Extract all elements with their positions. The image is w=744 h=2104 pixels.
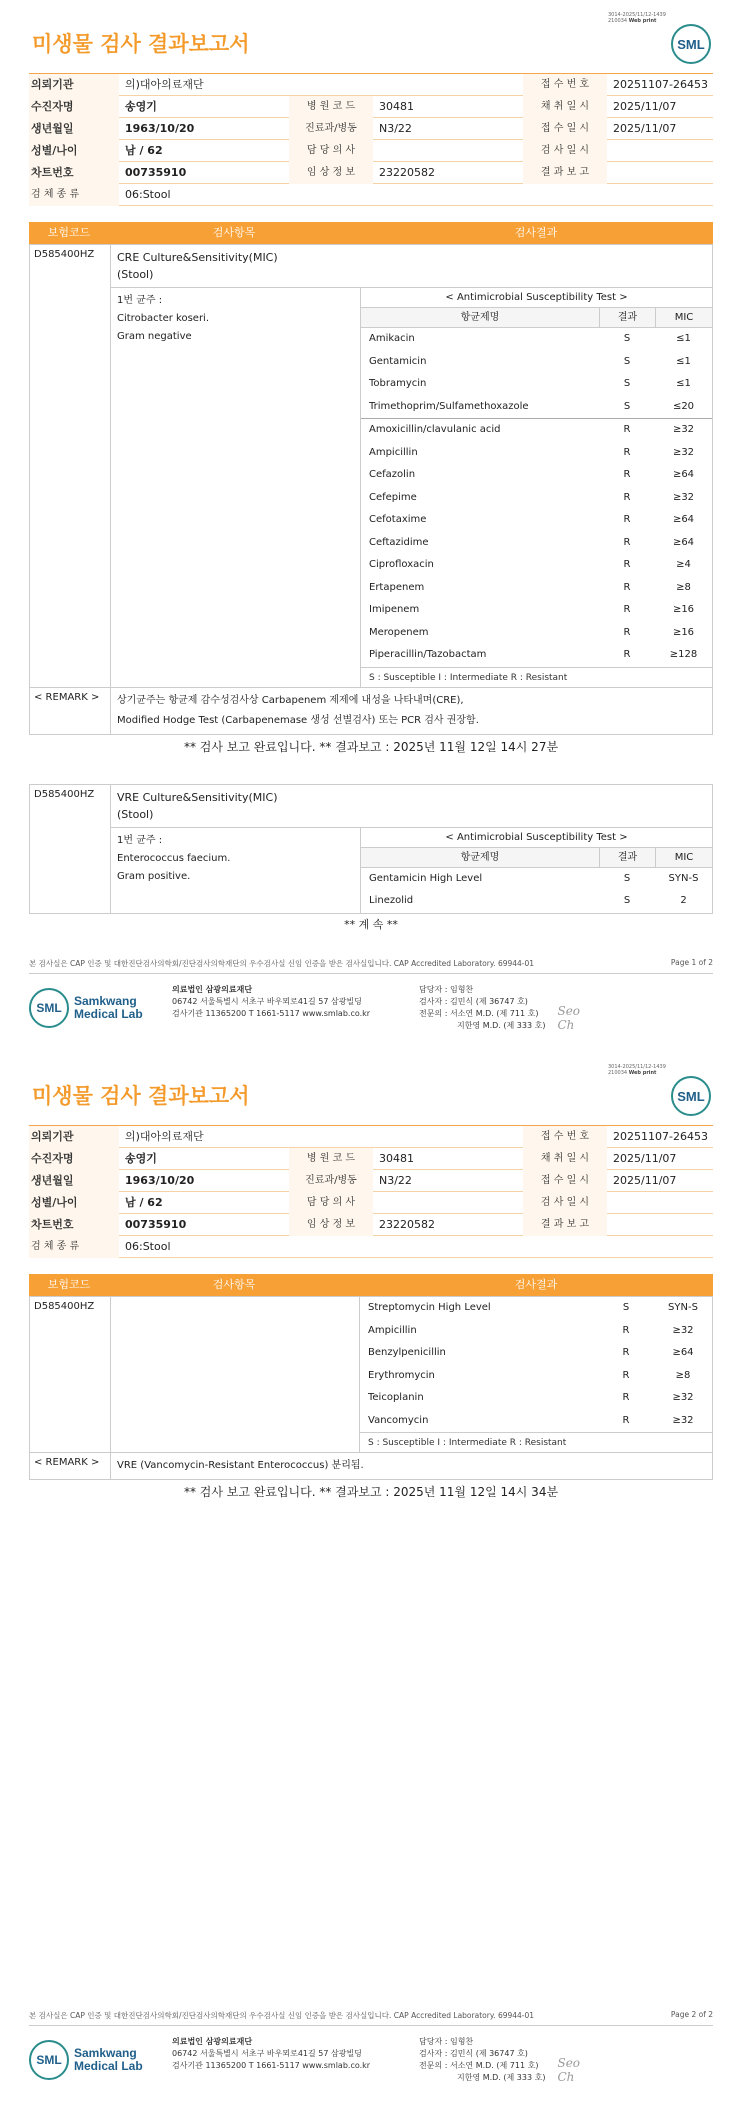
ast-drug-name: Cefotaxime	[369, 514, 427, 525]
ast-drug-name: Piperacillin/Tazobactam	[369, 649, 487, 660]
stamp-line: 210034	[608, 1070, 628, 1076]
sml-logo-mark: SML	[29, 988, 69, 1028]
header-code: 보험코드	[47, 1278, 91, 1291]
ast-row	[361, 328, 712, 351]
ast-col-drug: 항균제명	[460, 851, 500, 863]
label-dob: 생년월일	[29, 118, 119, 140]
ast-drug-name: Ampicillin	[368, 1324, 417, 1336]
header-result: 검사결과	[514, 1278, 558, 1291]
sml-logo: SML	[671, 1076, 711, 1116]
ast-title: < Antimicrobial Susceptibility Test >	[361, 828, 712, 848]
ast-mic-value: ≥32	[672, 424, 695, 435]
value-sex-age: 남 / 62	[125, 143, 163, 157]
page-number: Page 2 of 2	[670, 2010, 713, 2019]
ast-row	[360, 1297, 712, 1320]
logo-text: Medical Lab	[74, 1007, 143, 1021]
ast-drug-name: Tobramycin	[369, 378, 427, 389]
continued-note: ** 계 속 **	[344, 917, 398, 931]
accreditation-note: 본 검사실은 CAP 인증 및 대한진단검사의학회/진단검사의학재단의 우수검사실 신임 인증을 받은 검사실입니다. CAP Accredited Laboratory. 69944-01	[29, 2011, 535, 2020]
ast-drug-name: Imipenem	[369, 604, 420, 615]
ast-row	[361, 351, 712, 374]
ast-interpretation: R	[623, 446, 631, 458]
label-sex-age: 성별/나이	[29, 1192, 119, 1214]
sml-logo-mark: SML	[29, 2040, 69, 2080]
organism-line: 1번 균주 :	[117, 295, 163, 306]
results-section	[29, 1274, 713, 1501]
ast-row	[360, 1365, 712, 1388]
ast-drug-name: Streptomycin High Level	[368, 1302, 491, 1313]
remark-label: < REMARK >	[34, 691, 100, 703]
staff-list	[419, 2036, 545, 2084]
ast-row	[360, 1320, 712, 1343]
organism-info	[111, 828, 361, 913]
label-test-date: 검 사 일 시	[523, 1192, 607, 1214]
label-name: 수진자명	[29, 1148, 119, 1170]
insurance-code: D585400HZ	[34, 249, 95, 260]
print-stamp	[608, 12, 666, 24]
lab-address	[172, 2036, 419, 2084]
test-block-vre	[29, 784, 713, 914]
ast-row	[361, 373, 712, 396]
ast-drug-name: Vancomycin	[368, 1414, 429, 1426]
value-chart: 00735910	[125, 165, 187, 179]
ast-mic-value: ≥128	[669, 649, 698, 660]
value-dept: N3/22	[379, 121, 412, 135]
label-doctor: 담 당 의 사	[289, 140, 373, 162]
sml-footer-logo	[29, 2036, 172, 2084]
value-name: 송영기	[125, 99, 157, 113]
ast-row	[361, 532, 712, 555]
ast-interpretation: S	[623, 333, 631, 344]
ast-col-interp: 결과	[599, 848, 655, 867]
address-line: 검사기관 11365200 T 1661-5117 www.smlab.co.kr	[172, 2061, 371, 2070]
ast-mic-value: SYN-S	[668, 872, 699, 884]
page-footer	[29, 2010, 713, 2084]
ast-row	[361, 554, 712, 577]
organism-line: 1번 균주 :	[117, 834, 163, 846]
remark-text: VRE (Vancomycin-Resistant Enterococcus) 분리됨.	[110, 1453, 712, 1479]
value-receipt-date: 2025/11/07	[613, 121, 677, 135]
test-block-cre	[29, 244, 713, 688]
label-doctor: 담 당 의 사	[289, 1192, 373, 1214]
insurance-code: D585400HZ	[34, 1301, 95, 1312]
ast-drug-name: Amikacin	[369, 333, 415, 344]
ast-mic-value: ≤20	[672, 400, 695, 412]
accreditation-note: 본 검사실은 CAP 인증 및 대한진단검사의학회/진단검사의학재단의 우수검사실 신임 인증을 받은 검사실입니다. CAP Accredited Laboratory. 69944-01	[29, 959, 535, 968]
ast-interpretation: R	[623, 559, 631, 570]
ast-mic-value: ≤1	[676, 333, 691, 344]
ast-mic-value: ≥64	[672, 514, 695, 525]
logo-text: Samkwang	[74, 994, 137, 1008]
ast-row	[361, 644, 712, 667]
value-collect-date: 2025/11/07	[613, 99, 677, 113]
ast-table	[360, 1297, 712, 1452]
ast-interpretation: R	[623, 536, 631, 548]
ast-interpretation: R	[623, 649, 631, 660]
value-hospital-code: 30481	[379, 1151, 414, 1165]
ast-mic-value: 2	[680, 895, 687, 906]
header-item: 검사항목	[212, 226, 256, 239]
address-line: 검사기관 11365200 T 1661-5117 www.smlab.co.kr	[172, 1009, 371, 1018]
label-dept: 진료과/병동	[289, 118, 373, 140]
ast-col-drug: 항균제명	[460, 312, 500, 323]
ast-interpretation: R	[623, 581, 631, 593]
insurance-code: D585400HZ	[34, 788, 95, 800]
label-chart: 차트번호	[29, 162, 119, 184]
remark-cre	[29, 688, 713, 735]
ast-interpretation: R	[622, 1369, 630, 1381]
ast-interpretation: S	[623, 355, 631, 367]
organism-line: Gram negative	[117, 331, 192, 342]
results-header	[29, 222, 713, 244]
value-dob: 1963/10/20	[125, 1173, 195, 1187]
staff-line: 담당자 : 임형찬	[419, 985, 474, 994]
lab-name: 의료법인 삼광의료재단	[172, 985, 253, 994]
ast-interpretation: R	[623, 424, 631, 435]
signature-mark: Seo	[557, 2056, 581, 2070]
report-page-2	[0, 1052, 744, 2104]
lab-name: 의료법인 삼광의료재단	[172, 2037, 253, 2046]
value-requester: 의)대아의료재단	[125, 1129, 204, 1143]
ast-interpretation: S	[623, 378, 631, 389]
ast-title: < Antimicrobial Susceptibility Test >	[361, 288, 712, 308]
value-sex-age: 남 / 62	[125, 1195, 163, 1209]
ast-drug-name: Teicoplanin	[368, 1392, 424, 1403]
logo-text: Samkwang	[74, 2046, 137, 2060]
label-test-date: 검 사 일 시	[523, 140, 607, 162]
test-name-line: (Stool)	[117, 807, 154, 821]
value-clinical: 23220582	[379, 1217, 435, 1231]
ast-mic-value: ≥32	[672, 1324, 694, 1336]
page-number: Page 1 of 2	[670, 958, 713, 967]
ast-row	[361, 622, 712, 645]
label-collect-date: 채 취 일 시	[523, 1148, 607, 1170]
ast-row	[361, 509, 712, 532]
header-result: 검사결과	[514, 226, 558, 239]
page-title: 미생물 검사 결과보고서	[32, 1084, 250, 1108]
ast-row	[361, 599, 712, 622]
stamp-line: 210034	[608, 18, 628, 24]
ast-drug-name: Ciprofloxacin	[369, 559, 434, 570]
signature	[557, 2056, 580, 2084]
ast-interpretation: R	[622, 1324, 630, 1336]
ast-mic-value: SYN-S	[668, 1302, 698, 1313]
label-specimen: 검 체 종 류	[29, 184, 119, 206]
value-clinical: 23220582	[379, 165, 435, 179]
ast-col-mic: MIC	[655, 308, 712, 327]
remark-label: < REMARK >	[34, 1457, 100, 1468]
label-chart: 차트번호	[29, 1214, 119, 1236]
label-hospital-code: 병 원 코 드	[289, 1148, 373, 1170]
ast-row	[361, 419, 712, 442]
ast-drug-name: Cefepime	[369, 491, 417, 503]
test-name-line: (Stool)	[117, 268, 154, 281]
label-requester: 의뢰기관	[29, 1126, 119, 1148]
ast-drug-name: Ceftazidime	[369, 536, 429, 548]
value-specimen: 06:Stool	[125, 1239, 171, 1253]
ast-drug-name: Cefazolin	[369, 469, 416, 480]
stamp-line: 3014-2025/11/12-1439	[608, 1064, 666, 1070]
stamp-line: 3014-2025/11/12-1439	[608, 12, 666, 18]
staff-line: 검사자 : 김민식 (제 36747 호)	[419, 997, 528, 1006]
label-name: 수진자명	[29, 96, 119, 118]
header-item: 검사항목	[212, 1278, 256, 1291]
ast-interpretation: S	[623, 872, 631, 884]
label-collect-date: 채 취 일 시	[523, 96, 607, 118]
ast-mic-value: ≥32	[672, 446, 695, 458]
ast-interpretation: R	[622, 1347, 630, 1358]
ast-table	[361, 288, 712, 687]
label-receipt-no: 접 수 번 호	[523, 1126, 607, 1148]
organism-line: Citrobacter koseri.	[117, 313, 210, 324]
ast-mic-value: ≥64	[672, 469, 695, 480]
value-specimen: 06:Stool	[125, 187, 171, 201]
ast-mic-value: ≥32	[672, 1414, 694, 1426]
label-clinical: 임 상 정 보	[289, 162, 373, 184]
label-report: 결 과 보 고	[523, 162, 607, 184]
logo-text: Medical Lab	[74, 2059, 143, 2073]
results-header	[29, 1274, 713, 1296]
ast-mic-value: ≤1	[676, 378, 691, 389]
ast-row	[360, 1410, 712, 1433]
staff-line: 지한영 M.D. (제 333 호)	[457, 1021, 546, 1030]
staff-line: 검사자 : 김민식 (제 36747 호)	[419, 2049, 528, 2058]
ast-mic-value: ≥32	[672, 1392, 694, 1403]
test-name-line: CRE Culture&Sensitivity(MIC)	[117, 251, 278, 264]
report-complete-note: ** 검사 보고 완료입니다. ** 결과보고 : 2025년 11월 12일 14시 27분	[183, 739, 559, 754]
organism-line: Enterococcus faecium.	[117, 852, 231, 864]
ast-mic-value: ≥32	[672, 491, 695, 503]
staff-line: 전문의 : 서소연 M.D. (제 711 호)	[419, 2061, 539, 2070]
label-requester: 의뢰기관	[29, 74, 119, 96]
sml-footer-logo	[29, 984, 172, 1032]
ast-row	[361, 890, 712, 913]
ast-interpretation: R	[623, 514, 631, 525]
label-dob: 생년월일	[29, 1170, 119, 1192]
ast-drug-name: Benzylpenicillin	[368, 1347, 446, 1358]
ast-drug-name: Trimethoprim/Sulfamethoxazole	[369, 400, 529, 412]
remark-text: 상기균주는 항균제 감수성검사상 Carbapenem 제제에 내성을 나타내며(CRE),	[117, 694, 464, 706]
print-stamp	[608, 1064, 666, 1076]
report-complete-note: ** 검사 보고 완료입니다. ** 결과보고 : 2025년 11월 12일 14시 34분	[183, 1485, 559, 1499]
label-clinical: 임 상 정 보	[289, 1214, 373, 1236]
ast-mic-value: ≥8	[675, 1369, 691, 1381]
ast-mic-value: ≥8	[676, 581, 691, 593]
ast-row	[360, 1387, 712, 1410]
ast-row	[361, 487, 712, 510]
ast-table	[361, 828, 712, 913]
results-section	[29, 222, 713, 932]
ast-drug-name: Gentamicin	[369, 355, 427, 367]
remark-text: Modified Hodge Test (Carbapenemase 생성 선별검사) 또는 PCR 검사 권장함.	[117, 714, 479, 726]
staff-line: 담당자 : 임형찬	[419, 2037, 474, 2046]
ast-legend: S : Susceptible I : Intermediate R : Resistant	[360, 1432, 712, 1452]
test-name	[110, 785, 712, 827]
patient-info-table	[29, 1125, 713, 1258]
value-dob: 1963/10/20	[125, 121, 195, 135]
ast-legend: S : Susceptible I : Intermediate R : Resistant	[361, 667, 712, 687]
signature-mark: Ch	[557, 1018, 575, 1032]
value-name: 송영기	[125, 1151, 157, 1165]
staff-line: 전문의 : 서소연 M.D. (제 711 호)	[419, 1009, 539, 1018]
ast-mic-value: ≥16	[672, 604, 695, 615]
ast-drug-name: Meropenem	[369, 626, 429, 638]
label-report: 결 과 보 고	[523, 1214, 607, 1236]
address-line: 06742 서울특별시 서초구 바우뫼로41길 57 삼광빌딩	[172, 997, 362, 1006]
patient-info-table	[29, 73, 713, 206]
ast-interpretation: R	[623, 469, 631, 480]
organism-info	[111, 288, 361, 687]
page-footer	[29, 958, 713, 1032]
ast-row	[360, 1342, 712, 1365]
value-receipt-no: 20251107-26453	[613, 1129, 708, 1143]
value-requester: 의)대아의료재단	[125, 77, 204, 91]
signature-mark: Seo	[557, 1004, 581, 1018]
ast-row	[361, 577, 712, 600]
ast-col-mic: MIC	[655, 848, 712, 867]
value-hospital-code: 30481	[379, 99, 414, 113]
value-collect-date: 2025/11/07	[613, 1151, 677, 1165]
label-hospital-code: 병 원 코 드	[289, 96, 373, 118]
value-receipt-date: 2025/11/07	[613, 1173, 677, 1187]
ast-mic-value: ≤1	[676, 355, 691, 367]
ast-mic-value: ≥4	[676, 559, 691, 570]
test-block-vre-continued	[29, 1296, 713, 1453]
ast-interpretation: S	[623, 895, 631, 906]
ast-col-interp: 결과	[599, 308, 655, 327]
stamp-label: Web print	[628, 18, 657, 24]
test-name	[110, 245, 712, 287]
label-receipt-date: 접 수 일 시	[523, 118, 607, 140]
ast-drug-name: Amoxicillin/clavulanic acid	[369, 424, 501, 435]
staff-list	[419, 984, 545, 1032]
label-receipt-date: 접 수 일 시	[523, 1170, 607, 1192]
organism-line: Gram positive.	[117, 870, 191, 882]
value-chart: 00735910	[125, 1217, 187, 1231]
ast-row	[361, 442, 712, 465]
ast-drug-name: Gentamicin High Level	[369, 872, 483, 884]
signature	[557, 1004, 580, 1032]
ast-interpretation: R	[622, 1392, 630, 1403]
ast-mic-value: ≥64	[672, 536, 695, 548]
remark-vre	[29, 1453, 713, 1480]
address-line: 06742 서울특별시 서초구 바우뫼로41길 57 삼광빌딩	[172, 2049, 362, 2058]
test-name-line: VRE Culture&Sensitivity(MIC)	[117, 790, 278, 804]
ast-mic-value: ≥16	[672, 626, 695, 638]
page-title: 미생물 검사 결과보고서	[32, 32, 250, 56]
stamp-label: Web print	[628, 1070, 657, 1076]
ast-drug-name: Linezolid	[369, 895, 414, 906]
signature-mark: Ch	[557, 2070, 575, 2084]
ast-drug-name: Ampicillin	[369, 446, 418, 458]
lab-address	[172, 984, 419, 1032]
ast-mic-value: ≥64	[672, 1347, 694, 1358]
ast-interpretation: R	[622, 1414, 630, 1426]
ast-interpretation: R	[623, 626, 631, 638]
value-receipt-no: 20251107-26453	[613, 77, 708, 91]
sml-logo: SML	[671, 24, 711, 64]
header-code: 보험코드	[47, 226, 91, 239]
label-specimen: 검 체 종 류	[29, 1236, 119, 1258]
ast-drug-name: Erythromycin	[368, 1369, 435, 1381]
ast-interpretation: S	[623, 400, 631, 412]
ast-interpretation: R	[623, 491, 631, 503]
ast-row	[361, 396, 712, 419]
ast-row	[361, 868, 712, 891]
label-receipt-no: 접 수 번 호	[523, 74, 607, 96]
staff-line: 지한영 M.D. (제 333 호)	[457, 2073, 546, 2082]
value-dept: N3/22	[379, 1173, 412, 1187]
label-sex-age: 성별/나이	[29, 140, 119, 162]
label-dept: 진료과/병동	[289, 1170, 373, 1192]
ast-drug-name: Ertapenem	[369, 581, 425, 593]
ast-row	[361, 464, 712, 487]
ast-interpretation: R	[623, 604, 631, 615]
ast-interpretation: S	[622, 1302, 630, 1313]
